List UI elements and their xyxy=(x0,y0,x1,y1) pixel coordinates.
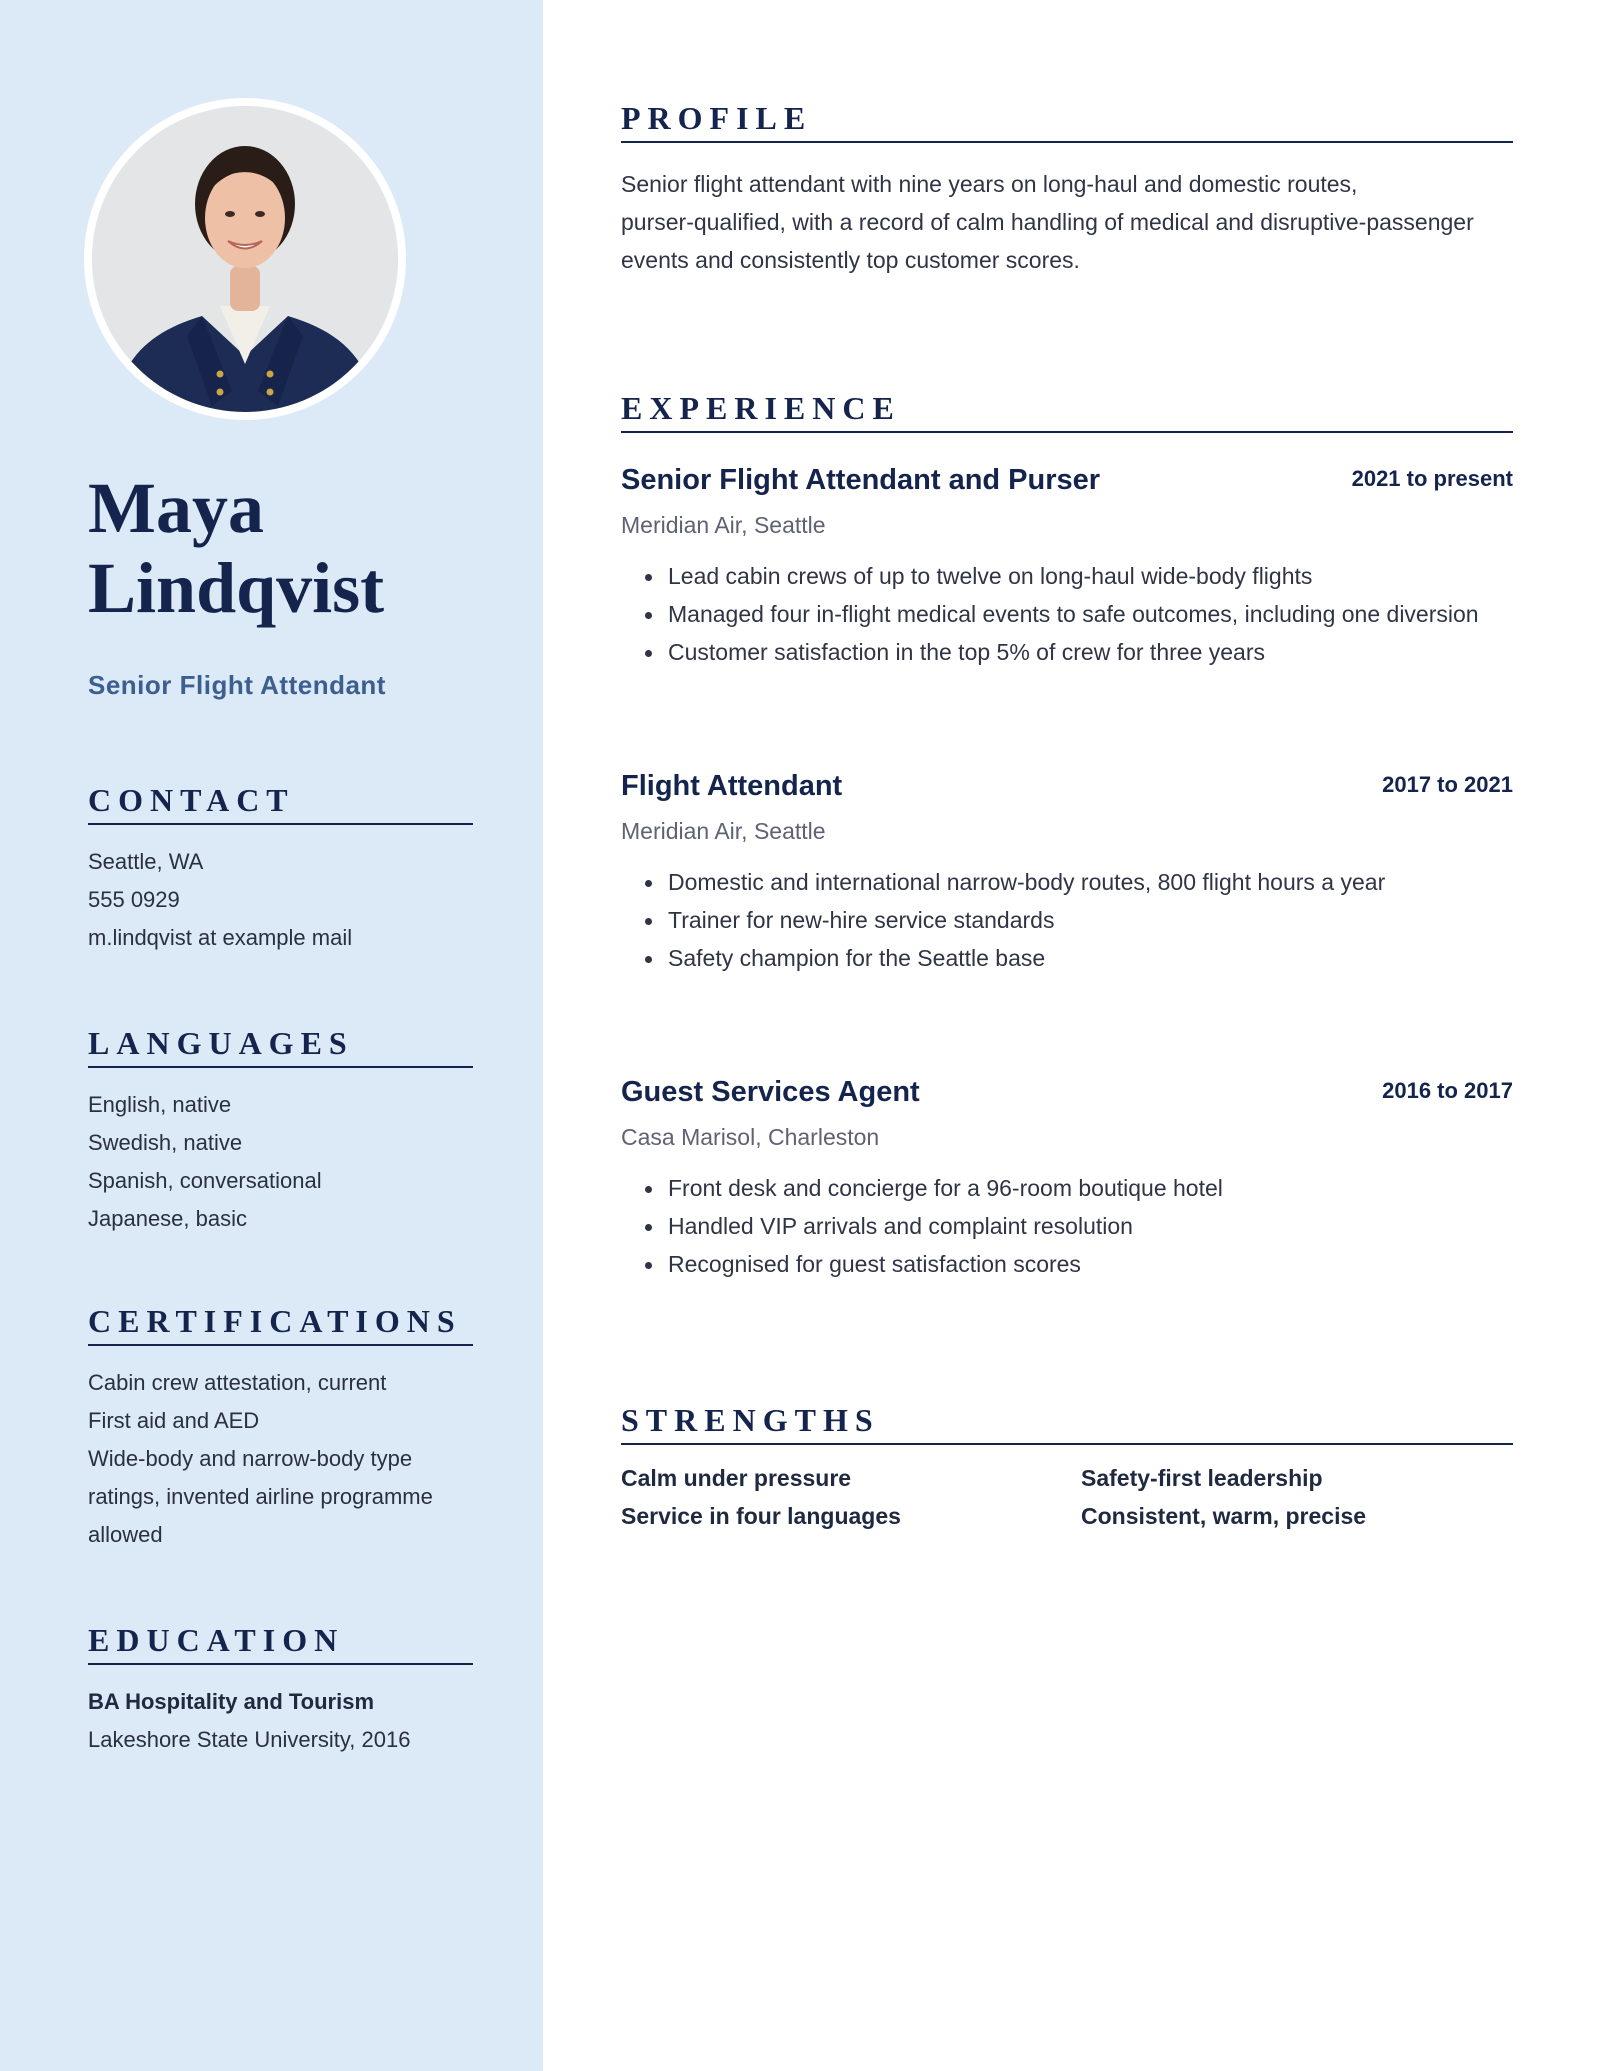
strength-item: Consistent, warm, precise xyxy=(1081,1503,1367,1529)
last-name: Lindqvist xyxy=(88,548,385,628)
contact-section xyxy=(88,782,473,957)
education-degree: BA Hospitality and Tourism xyxy=(88,1689,375,1714)
job-bullets xyxy=(621,557,1513,671)
profile-photo-frame xyxy=(84,98,406,420)
sidebar xyxy=(0,0,543,2071)
education-school: Lakeshore State University, 2016 xyxy=(88,1727,411,1752)
profile-line: purser-qualified, with a record of calm handling of medical and disruptive-passenger xyxy=(621,209,1474,235)
experience-section xyxy=(621,390,1513,433)
job-bullet: Front desk and concierge for a 96-room boutique hotel xyxy=(645,1169,1513,1207)
profile-photo xyxy=(92,106,398,412)
profile-heading: PROFILE xyxy=(621,100,1513,143)
language-item: Japanese, basic xyxy=(88,1206,247,1231)
languages-section xyxy=(88,1025,473,1238)
job-bullet: Handled VIP arrivals and complaint resolution xyxy=(645,1207,1513,1245)
job-bullet: Domestic and international narrow-body routes, 800 flight hours a year xyxy=(645,863,1513,901)
strength-item: Calm under pressure xyxy=(621,1465,852,1491)
certifications-list xyxy=(88,1364,473,1554)
job-bullet: Safety champion for the Seattle base xyxy=(645,939,1513,977)
job-company: Casa Marisol, Charleston xyxy=(621,1124,880,1150)
main-column xyxy=(543,0,1600,2071)
job-bullets xyxy=(621,1169,1513,1283)
job-bullet: Managed four in-flight medical events to safe outcomes, including one diversion xyxy=(645,595,1513,633)
education-section xyxy=(88,1622,473,1759)
job-bullet: Recognised for guest satisfaction scores xyxy=(645,1245,1513,1283)
job-dates: 2017 to 2021 xyxy=(1382,772,1513,797)
job-title: Flight Attendant xyxy=(621,770,843,802)
job-role: Senior Flight Attendant xyxy=(88,670,386,700)
contact-email: m.lindqvist at example mail xyxy=(88,925,353,950)
strengths-heading: STRENGTHS xyxy=(621,1402,1513,1445)
job-bullet: Customer satisfaction in the top 5% of crew for three years xyxy=(645,633,1513,671)
job-header xyxy=(621,464,1513,504)
job-header xyxy=(621,1076,1513,1116)
job-bullets xyxy=(621,863,1513,977)
languages-list xyxy=(88,1086,473,1238)
job-title: Guest Services Agent xyxy=(621,1076,920,1108)
language-item: English, native xyxy=(88,1092,232,1117)
job-bullet: Lead cabin crews of up to twelve on long-haul wide-body flights xyxy=(645,557,1513,595)
experience-entry xyxy=(621,464,1513,671)
strengths-section xyxy=(621,1402,1513,1545)
strengths-grid xyxy=(621,1465,1513,1545)
contact-phone: 555 0929 xyxy=(88,887,180,912)
education-heading: EDUCATION xyxy=(88,1622,473,1665)
languages-heading: LANGUAGES xyxy=(88,1025,473,1068)
first-name: Maya xyxy=(88,468,264,548)
certification-item: Wide-body and narrow-body type xyxy=(88,1446,413,1471)
education-list xyxy=(88,1683,473,1759)
language-item: Spanish, conversational xyxy=(88,1168,322,1193)
experience-heading: EXPERIENCE xyxy=(621,390,1513,433)
person-name xyxy=(88,468,528,628)
portrait-photo-icon xyxy=(92,106,398,412)
contact-location: Seattle, WA xyxy=(88,849,204,874)
job-company: Meridian Air, Seattle xyxy=(621,512,826,538)
job-bullet: Trainer for new-hire service standards xyxy=(645,901,1513,939)
contact-list xyxy=(88,843,473,957)
job-dates: 2021 to present xyxy=(1351,466,1513,491)
job-header xyxy=(621,770,1513,810)
strength-item: Safety-first leadership xyxy=(1081,1465,1323,1491)
experience-entry xyxy=(621,770,1513,977)
job-dates: 2016 to 2017 xyxy=(1382,1078,1513,1103)
certifications-section xyxy=(88,1303,473,1554)
job-title: Senior Flight Attendant and Purser xyxy=(621,464,1101,496)
certification-item: First aid and AED xyxy=(88,1408,260,1433)
profile-summary xyxy=(621,165,1513,279)
certifications-heading: CERTIFICATIONS xyxy=(88,1303,473,1346)
language-item: Swedish, native xyxy=(88,1130,243,1155)
job-company: Meridian Air, Seattle xyxy=(621,818,826,844)
certification-item: Cabin crew attestation, current xyxy=(88,1370,387,1395)
certification-item: ratings, invented airline programme xyxy=(88,1484,433,1509)
certification-item: allowed xyxy=(88,1522,163,1547)
strength-item: Service in four languages xyxy=(621,1503,901,1529)
contact-heading: CONTACT xyxy=(88,782,473,825)
profile-section xyxy=(621,100,1513,279)
profile-line: Senior flight attendant with nine years on long-haul and domestic routes, xyxy=(621,171,1358,197)
experience-entry xyxy=(621,1076,1513,1283)
profile-line: events and consistently top customer scores. xyxy=(621,247,1080,273)
